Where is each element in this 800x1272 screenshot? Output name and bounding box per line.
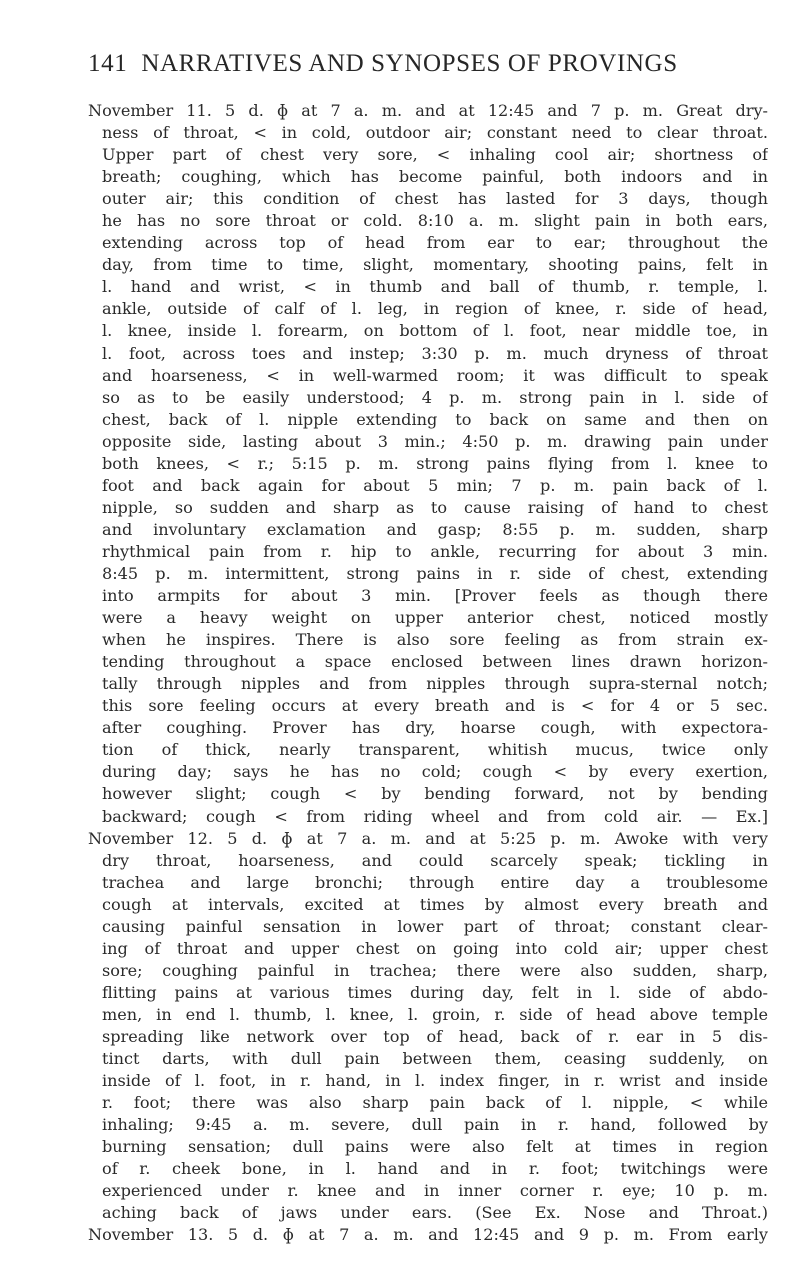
text-line: dry throat, hoarseness, and could scarcely speak; tickling in [102,850,768,870]
text-line: tending throughout a space enclosed between lines drawn horizon- [102,652,768,672]
body-text [88,100,768,1246]
text-line: ing of throat and upper chest on going into cold air; upper chest [102,938,768,958]
text-line: into armpits for about 3 min. [Prover feels as though there [102,586,768,606]
text-line: and involuntary exclamation and gasp; 8:55 p. m. sudden, sharp [102,519,768,539]
text-line: November 12. 5 d. ɸ at 7 a. m. and at 5:25 p. m. Awoke with very [88,828,768,848]
text-line: tinct darts, with dull pain between them, ceasing suddenly, on [102,1049,768,1069]
text-line: experienced under r. knee and in inner corner r. eye; 10 p. m. [102,1181,768,1201]
text-line: inhaling; 9:45 a. m. severe, dull pain in r. hand, followed by [102,1115,768,1135]
text-line: and hoarseness, < in well-warmed room; it was difficult to speak [102,365,768,385]
text-line: r. foot; there was also sharp pain back of l. nipple, < while [102,1093,768,1113]
text-line: Upper part of chest very sore, < inhaling cool air; shortness of [102,145,768,165]
text-line: opposite side, lasting about 3 min.; 4:50 p. m. drawing pain under [102,431,768,451]
text-line: men, in end l. thumb, l. knee, l. groin, r. side of head above temple [102,1004,768,1024]
text-line: however slight; cough < by bending forward, not by bending [102,784,768,804]
text-line: extending across top of head from ear to ear; throughout the [102,233,768,253]
text-line: breath; coughing, which has become painful, both indoors and in [102,167,768,187]
text-line: so as to be easily understood; 4 p. m. strong pain in l. side of [102,387,768,407]
text-line: flitting pains at various times during day, felt in l. side of abdo- [102,982,768,1002]
running-header [88,50,768,80]
text-line: ankle, outside of calf of l. leg, in region of knee, r. side of head, [102,299,768,319]
text-line: ness of throat, < in cold, outdoor air; constant need to clear throat. [102,123,768,143]
page-number: 141 [88,50,128,77]
running-title: NARRATIVES AND SYNOPSES OF PROVINGS [141,50,678,77]
text-line: when he inspires. There is also sore feeling as from strain ex- [102,630,768,650]
text-line: 8:45 p. m. intermittent, strong pains in r. side of chest, extending [102,563,768,583]
text-line: of r. cheek bone, in l. hand and in r. foot; twitchings were [102,1159,768,1179]
text-line: day, from time to time, slight, momentary, shooting pains, felt in [102,255,768,275]
text-line: tion of thick, nearly transparent, whitish mucus, twice only [102,740,768,760]
text-line: inside of l. foot, in r. hand, in l. index finger, in r. wrist and inside [102,1071,768,1091]
text-line: foot and back again for about 5 min; 7 p. m. pain back of l. [102,475,768,495]
text-line: spreading like network over top of head, back of r. ear in 5 dis- [102,1026,768,1046]
text-line: tally through nipples and from nipples through supra-sternal notch; [102,674,768,694]
text-line: trachea and large bronchi; through entire day a troublesome [102,872,768,892]
text-line: l. foot, across toes and instep; 3:30 p. m. much dryness of throat [102,343,768,363]
text-line: burning sensation; dull pains were also felt at times in region [102,1137,768,1157]
text-line: backward; cough < from riding wheel and from cold air. — Ex.] [102,806,768,826]
text-line: this sore feeling occurs at every breath and is < for 4 or 5 sec. [102,696,768,716]
text-line: November 11. 5 d. ɸ at 7 a. m. and at 12:45 and 7 p. m. Great dry- [88,101,768,120]
text-line: during day; says he has no cold; cough < by every exertion, [102,762,768,782]
text-line: were a heavy weight on upper anterior chest, noticed mostly [102,608,768,628]
text-line: rhythmical pain from r. hip to ankle, recurring for about 3 min. [102,541,768,561]
text-line: chest, back of l. nipple extending to back on same and then on [102,409,768,429]
text-line: outer air; this condition of chest has lasted for 3 days, though [102,189,768,209]
text-line: he has no sore throat or cold. 8:10 a. m. slight pain in both ears, [102,211,768,231]
text-line: cough at intervals, excited at times by almost every breath and [102,894,768,914]
text-line: l. hand and wrist, < in thumb and ball of thumb, r. temple, l. [102,277,768,297]
text-line: both knees, < r.; 5:15 p. m. strong pains flying from l. knee to [102,453,768,473]
text-line: after coughing. Prover has dry, hoarse cough, with expectora- [102,718,768,738]
text-line: nipple, so sudden and sharp as to cause raising of hand to chest [102,497,768,517]
text-line: November 13. 5 d. ɸ at 7 a. m. and 12:45 and 9 p. m. From early [88,1225,768,1245]
text-line: causing painful sensation in lower part of throat; constant clear- [102,916,768,936]
text-line: l. knee, inside l. forearm, on bottom of l. foot, near middle toe, in [102,321,768,341]
text-line: sore; coughing painful in trachea; there were also sudden, sharp, [102,960,768,980]
text-line: aching back of jaws under ears. (See Ex. Nose and Throat.) [102,1203,768,1223]
